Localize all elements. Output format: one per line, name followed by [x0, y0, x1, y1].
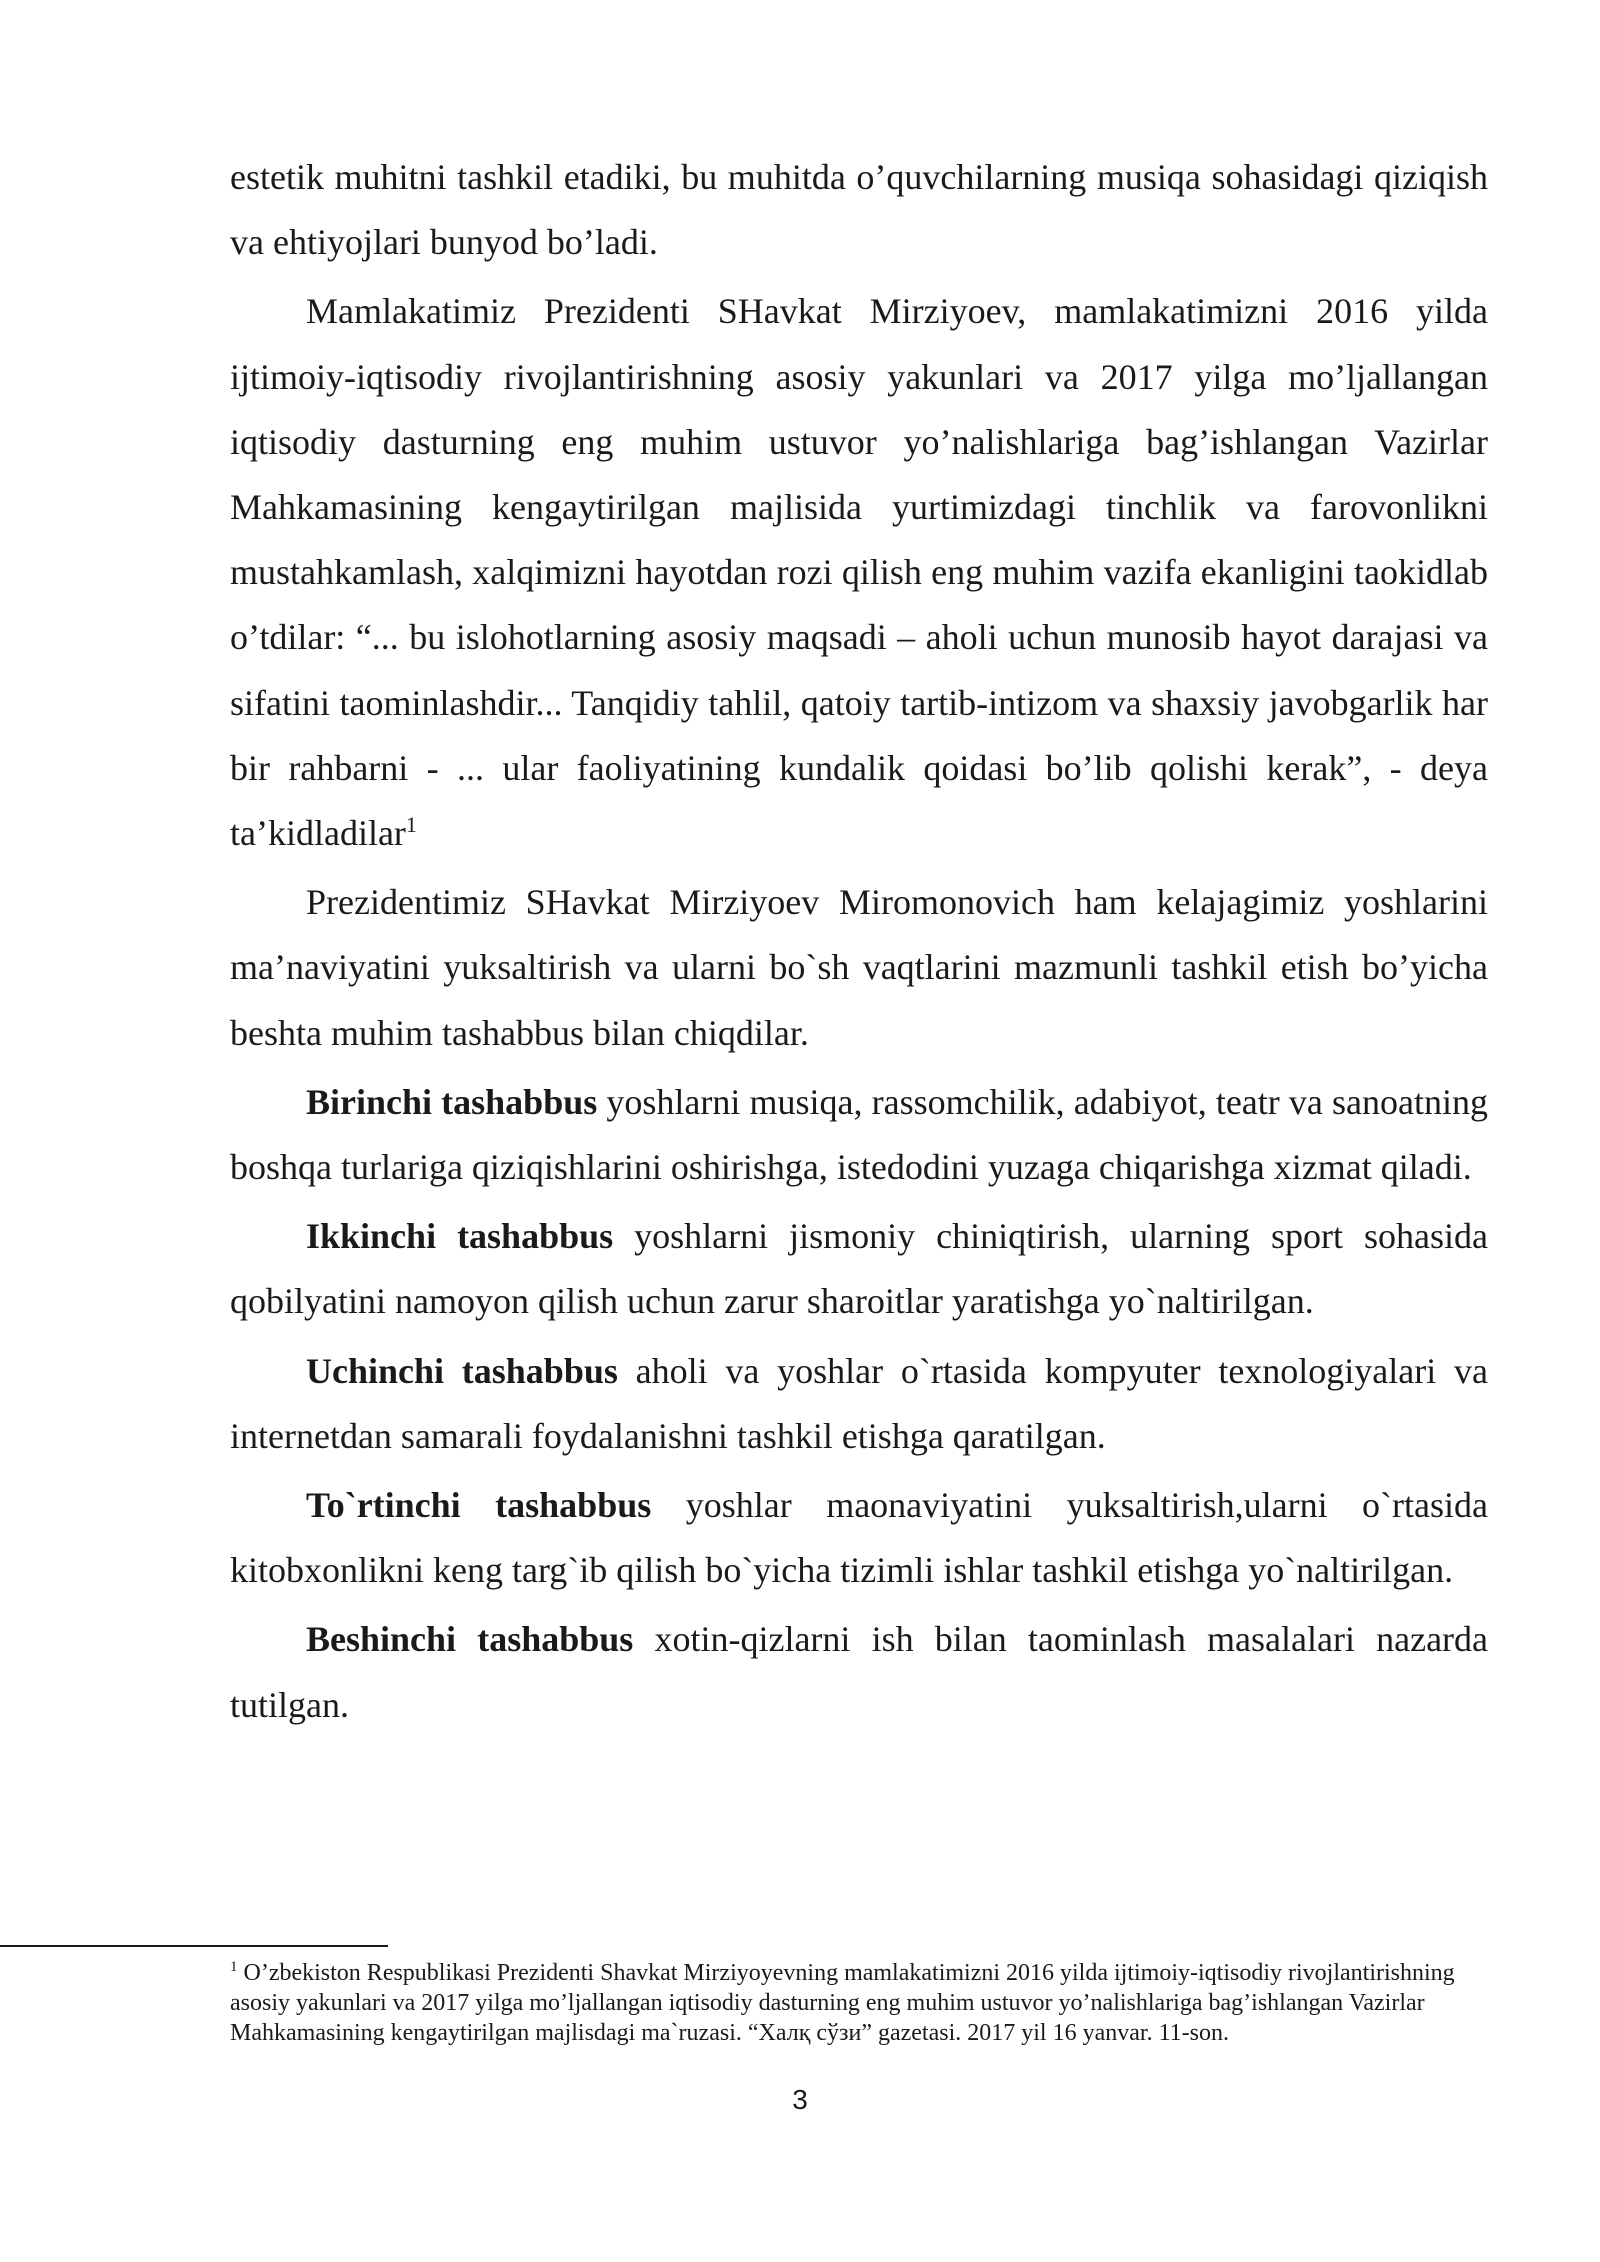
- body-text: [230, 145, 1488, 1738]
- page-number: 3: [792, 2084, 808, 2115]
- footnote-mark: 1: [230, 1959, 238, 1975]
- initiative-fifth-text: xotin-qizlarni ish bilan taominlash masalalari nazarda tutilgan.: [230, 1619, 1489, 1725]
- initiative-fifth: [230, 1607, 1488, 1737]
- footnote-reference[interactable]: 1: [405, 812, 417, 838]
- footnote-separator: [0, 1945, 388, 1947]
- initiative-second-heading: Ikkinchi tashabbus: [306, 1216, 614, 1257]
- initiative-fifth-heading: Beshinchi tashabbus: [306, 1619, 634, 1660]
- footnote: [230, 1958, 1488, 2048]
- initiative-third-heading: Uchinchi tashabbus: [306, 1350, 618, 1391]
- paragraph-intro-continuation: estetik muhitni tashkil etadiki, bu muhitda o’quvchilarning musiqa sohasidagi qiziqish va ehtiyojlari bunyod bo’ladi.: [230, 157, 1488, 263]
- initiative-second: [230, 1204, 1488, 1334]
- initiative-third-text: aholi va yoshlar o`rtasida kompyuter texnologiyalari va internetdan samarali foydalanishni tashkil etishga qaratilgan.: [230, 1350, 1488, 1456]
- initiative-third: [230, 1339, 1488, 1469]
- initiative-first-text: yoshlarni musiqa, rassomchilik, adabiyot, teatr va sanoatning boshqa turlariga qiziqishlarini oshirishga, istedodini yuzaga chiqarishga xizmat qiladi.: [230, 1081, 1488, 1188]
- initiative-first-heading: Birinchi tashabbus: [306, 1081, 598, 1122]
- initiative-fourth-heading: To`rtinchi tashabbus: [306, 1485, 652, 1526]
- initiative-first: [230, 1070, 1488, 1200]
- president-quote-text: Mamlakatimiz Prezidenti SHavkat Mirziyoev, mamlakatimizni 2016 yilda ijtimoiy-iqtisodiy rivojlantirishning asosiy yakunlari va 2017 yilga mo’ljallangan iqtisodiy dasturning eng muhim ustuvor yo’nalishlariga bag’ishlangan Vazirlar Mahkamasining kengaytirilgan majlisida yurtimizdagi tinchlik va farovonlikni mustahkamlash, xalqimizni hayotdan rozi qilish eng muhim vazifa ekanligini taokidlab o’tdilar: “... bu islohotlarning asosiy maqsadi – aholi uchun munosib hayot darajasi va sifatini taominlashdir... Tanqidiy tahlil, qatoiy tartib-intizom va shaxsiy javobgarlik har bir rahbarni - ... ular faoliyatining kundalik qoidasi bo’lib qolishi kerak”, - deya ta’kidladilar: [230, 291, 1488, 854]
- initiative-fourth-text: yoshlar maonaviyatini yuksaltirish,ularni o`rtasida kitobxonlikni keng targ`ib qilish bo`yicha tizimli ishlar tashkil etishga yo`naltirilgan.: [230, 1485, 1489, 1591]
- initiative-fourth: [230, 1473, 1488, 1603]
- paragraph-five-initiatives: Prezidentimiz SHavkat Mirziyoev Miromonovich ham kelajagimiz yoshlarini ma’naviyatini yuksaltirish va ularni bo`sh vaqtlarini mazmunli tashkil etish bo’yicha beshta muhim tashabbus bilan chiqdilar.: [230, 882, 1488, 1053]
- footnote-text: O’zbekiston Respublikasi Prezidenti Shavkat Mirziyoyevning mamlakatimizni 2016 yilda ijtimoiy-iqtisodiy rivojlantirishning asosiy yakunlari va 2017 yilga mo’ljallangan iqtisodiy dasturning eng muhim ustuvor yo’nalishlariga bag’ishlangan Vazirlar Mahkamasining kengaytirilgan majlisdagi ma`ruzasi. “Халқ сўзи” gazetasi. 2017 yil 16 yanvar. 11-son.: [230, 1960, 1455, 2046]
- initiative-second-text: yoshlarni jismoniy chiniqtirish, ularning sport sohasida qobilyatini namoyon qilish uchun zarur sharoitlar yaratishga yo`naltirilgan.: [230, 1216, 1488, 1322]
- paragraph-president-quote: [230, 279, 1488, 866]
